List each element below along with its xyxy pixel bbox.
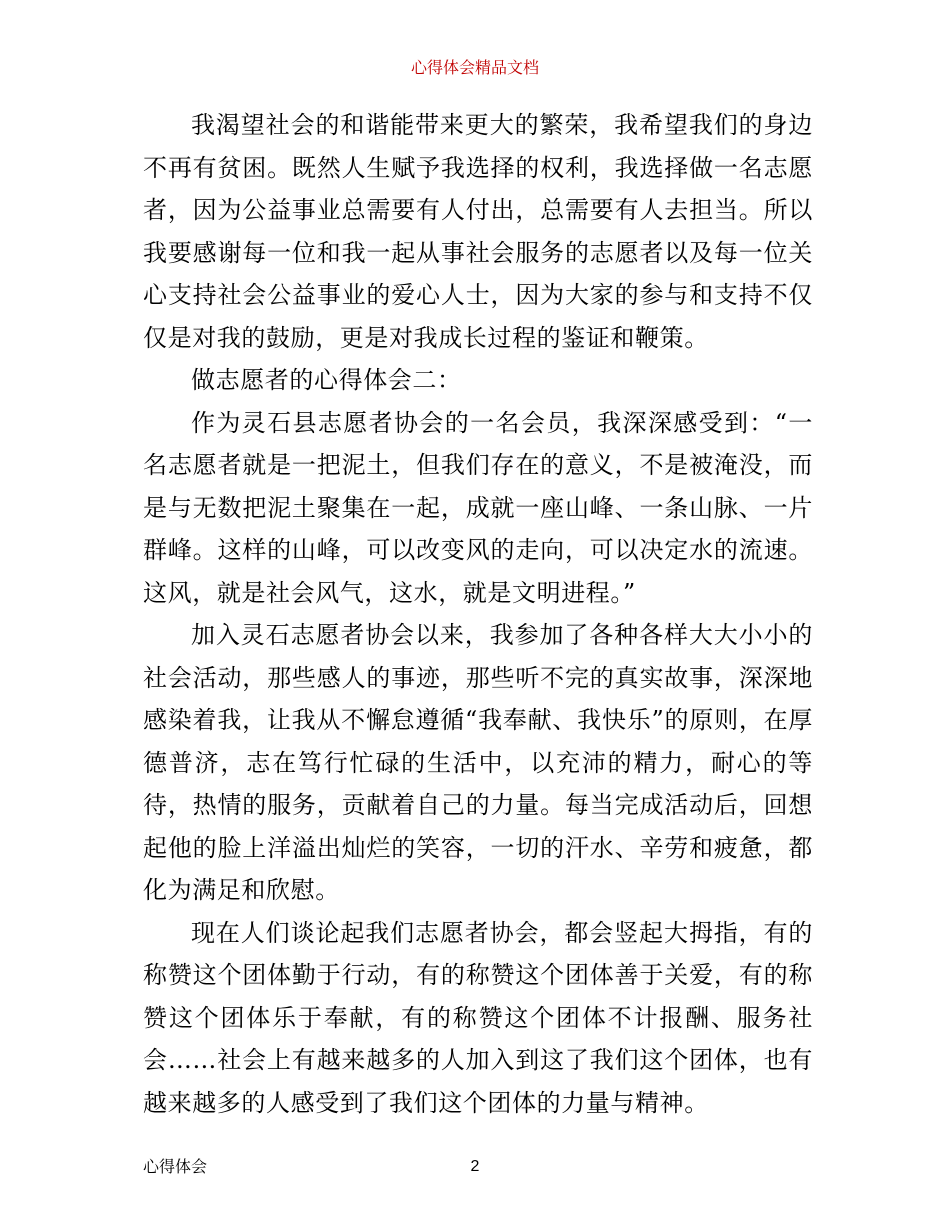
- paragraph-3: 加入灵石志愿者协会以来，我参加了各种各样大大小小的社会活动，那些感人的事迹，那些听不完的真实故事，深深地感染着我，让我从不懈怠遵循“我奉献、我快乐”的原则，在厚德普济，志在笃行忙碌的生活中，以充沛的精力，耐心的等待，热情的服务，贡献着自己的力量。每当完成活动后，回想起他的脸上洋溢出灿烂的笑容，一切的汗水、辛劳和疲惫，都化为满足和欣慰。: [143, 621, 813, 904]
- section-heading: 做志愿者的心得体会二：: [191, 366, 462, 394]
- paragraph-1: 我渴望社会的和谐能带来更大的繁荣，我希望我们的身边不再有贫困。既然人生赋予我选择的权利，我选择做一名志愿者，因为公益事业总需要有人付出，总需要有人去担当。所以我要感谢每一位和我一起从事社会服务的志愿者以及每一位关心支持社会公益事业的爱心人士，因为大家的参与和支持不仅仅是对我的鼓励，更是对我成长过程的鉴证和鞭策。: [143, 111, 813, 352]
- paragraph-2: 作为灵石县志愿者协会的一名会员，我深深感受到：“一名志愿者就是一把泥土，但我们存在的意义，不是被淹没，而是与无数把泥土聚集在一起，成就一座山峰、一条山脉、一片群峰。这样的山峰，可以改变风的走向，可以决定水的流速。这风，就是社会风气，这水，就是文明进程。”: [143, 408, 813, 607]
- footer-label: 心得体会: [143, 1157, 208, 1176]
- document-body: [143, 104, 813, 1124]
- page-number: 2: [470, 1158, 480, 1175]
- document-header-title: 心得体会精品文档: [410, 58, 539, 77]
- paragraph-4: 现在人们谈论起我们志愿者协会，都会竖起大拇指，有的称赞这个团体勤于行动，有的称赞这个团体善于关爱，有的称赞这个团体乐于奉献，有的称赞这个团体不计报酬、服务社会……社会上有越来越多的人加入到这了我们这个团体，也有越来越多的人感受到了我们这个团体的力量与精神。: [143, 918, 813, 1117]
